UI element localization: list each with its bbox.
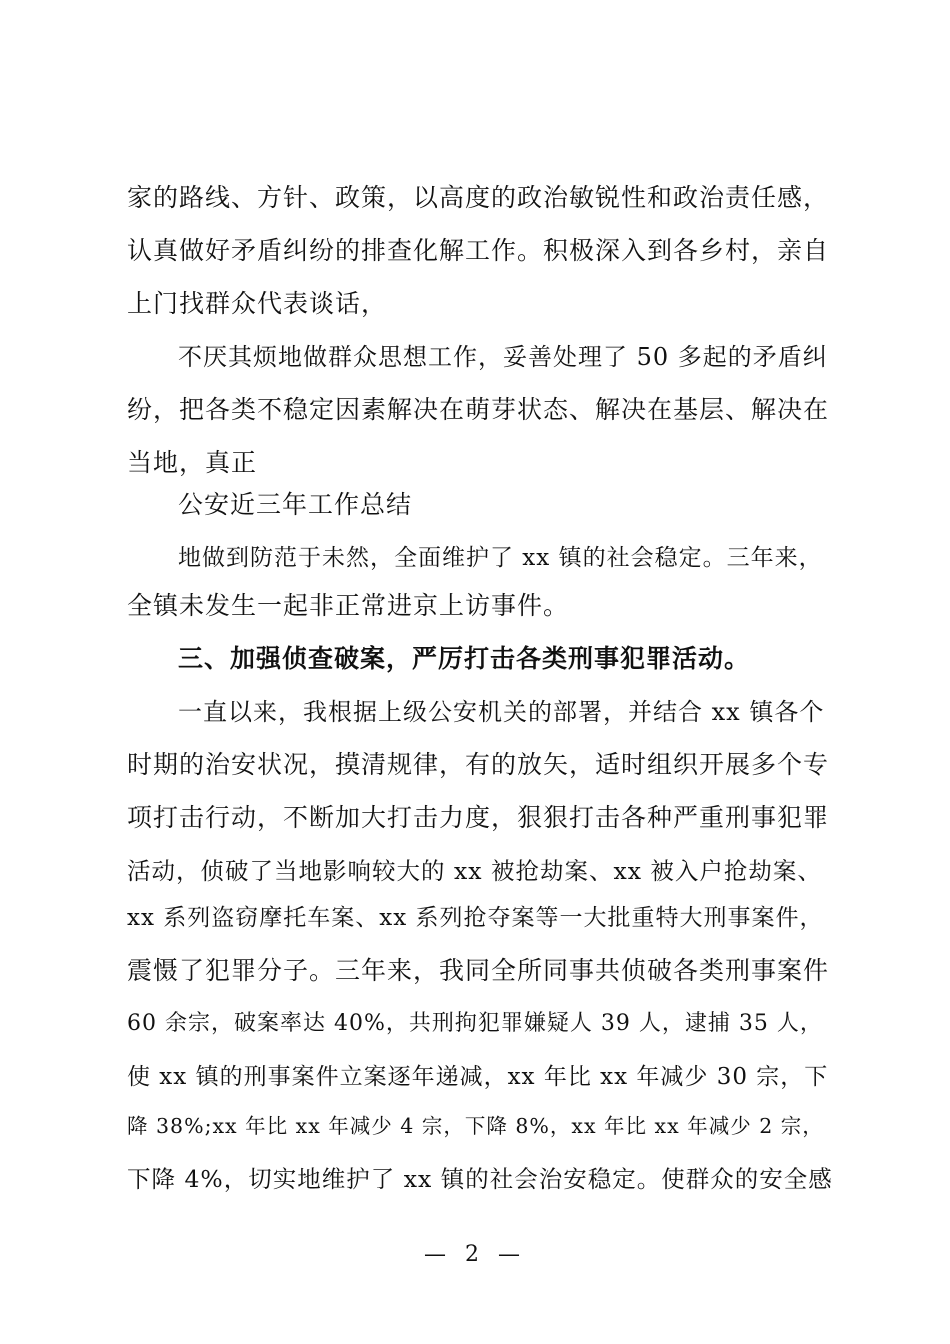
text-line: 认真做好矛盾纠纷的排查化解工作。积极深入到各乡村，亲自 (127, 236, 830, 265)
text-line: 活动，侦破了当地影响较大的 xx 被抢劫案、xx 被入户抢劫案、 (127, 857, 822, 885)
text-line: 全镇未发生一起非正常进京上访事件。 (127, 591, 570, 620)
text-line: 地做到防范于未然，全面维护了 xx 镇的社会稳定。三年来， (178, 545, 823, 571)
text-line: 不厌其烦地做群众思想工作，妥善处理了 50 多起的矛盾纠 (178, 343, 828, 371)
text-line: 一直以来，我根据上级公安机关的部署，并结合 xx 镇各个 (178, 698, 825, 726)
text-line: 下降 4%，切实地维护了 xx 镇的社会治安稳定。使群众的安全感 (127, 1165, 833, 1193)
text-line: 项打击行动，不断加大打击力度，狠狠打击各种严重刑事犯罪 (127, 803, 830, 832)
section-heading: 三、加强侦查破案，严厉打击各类刑事犯罪活动。 (178, 644, 751, 673)
section-caption: 公安近三年工作总结 (178, 490, 413, 519)
text-line: xx 系列盗窃摩托车案、xx 系列抢夺案等一大批重特大刑事案件， (127, 905, 824, 931)
text-line: 纷，把各类不稳定因素解决在萌芽状态、解决在基层、解决在 (127, 395, 830, 424)
text-line: 使 xx 镇的刑事案件立案逐年递减，xx 年比 xx 年减少 30 宗，下 (127, 1064, 829, 1090)
text-line: 60 余宗，破案率达 40%，共刑拘犯罪嫌疑人 39 人，逮捕 35 人， (127, 1011, 823, 1036)
text-line: 上门找群众代表谈话， (127, 289, 388, 318)
page-number: — 2 — (424, 1242, 526, 1267)
text-line: 时期的治安状况，摸清规律，有的放矢，适时组织开展多个专 (127, 750, 830, 779)
text-line: 震慑了犯罪分子。三年来，我同全所同事共侦破各类刑事案件 (127, 956, 830, 985)
text-line: 当地，真正 (127, 448, 258, 477)
text-line: 家的路线、方针、政策，以高度的政治敏锐性和政治责任感， (127, 183, 830, 212)
text-line: 降 38%;xx 年比 xx 年减少 4 宗，下降 8%，xx 年比 xx 年减少 2 宗， (127, 1114, 824, 1138)
